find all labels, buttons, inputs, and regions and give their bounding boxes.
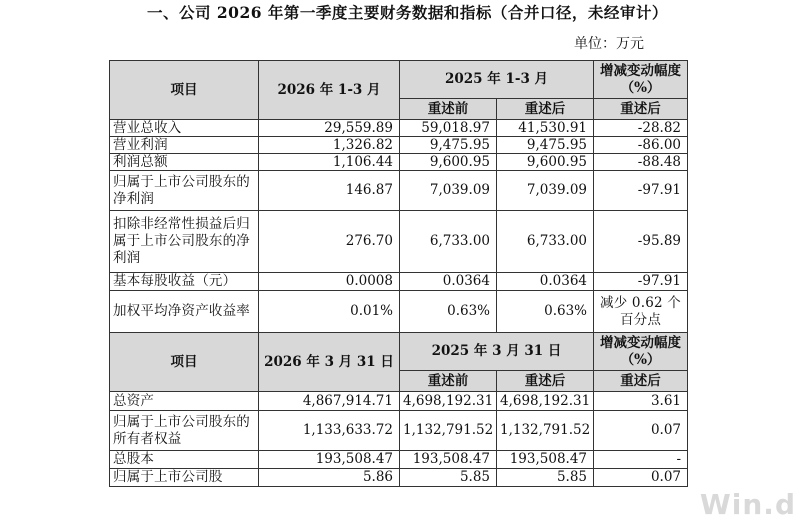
cell-change: -88.48 xyxy=(594,154,688,171)
watermark: Win.d xyxy=(699,488,796,521)
header-restated-before-2: 重述前 xyxy=(400,371,497,392)
row-label: 加权平均净资产收益率 xyxy=(110,291,259,333)
table-row xyxy=(110,273,688,291)
cell-current: 276.70 xyxy=(259,211,400,273)
cell-after: 41,530.91 xyxy=(497,120,594,137)
table-row xyxy=(110,392,688,411)
cell-current: 0.0008 xyxy=(259,273,400,291)
cell-after: 5.85 xyxy=(497,469,594,487)
header-current-date: 2026 年 3 月 31 日 xyxy=(259,333,400,392)
header-change-after-2: 重述后 xyxy=(594,371,688,392)
cell-change: 3.61 xyxy=(594,392,688,411)
row-label: 总股本 xyxy=(110,451,259,469)
cell-before: 6,733.00 xyxy=(400,211,497,273)
row-label: 归属于上市公司股东的净利润 xyxy=(110,171,259,211)
row-label: 营业利润 xyxy=(110,137,259,154)
cell-after: 9,600.95 xyxy=(497,154,594,171)
cell-after: 4,698,192.31 xyxy=(497,392,594,411)
header-prior-period: 2025 年 1-3 月 xyxy=(400,61,594,99)
cell-change: 减少 0.62 个百分点 xyxy=(594,291,688,333)
cell-current: 0.01% xyxy=(259,291,400,333)
cell-change: 0.07 xyxy=(594,469,688,487)
cell-before: 193,508.47 xyxy=(400,451,497,469)
cell-before: 0.63% xyxy=(400,291,497,333)
cell-current: 5.86 xyxy=(259,469,400,487)
cell-before: 1,132,791.52 xyxy=(400,411,497,451)
cell-current: 146.87 xyxy=(259,171,400,211)
cell-current: 1,106.44 xyxy=(259,154,400,171)
row-label: 营业总收入 xyxy=(110,120,259,137)
table-row xyxy=(110,120,688,137)
cell-before: 59,018.97 xyxy=(400,120,497,137)
table-row xyxy=(110,211,688,273)
header-restated-before: 重述前 xyxy=(400,99,497,120)
header-restated-after: 重述后 xyxy=(497,99,594,120)
table-row xyxy=(110,154,688,171)
cell-after: 193,508.47 xyxy=(497,451,594,469)
row-label: 归属于上市公司股 xyxy=(110,469,259,487)
table-row xyxy=(110,469,688,487)
header-prior-date: 2025 年 3 月 31 日 xyxy=(400,333,594,371)
cell-change: -97.91 xyxy=(594,273,688,291)
table-row xyxy=(110,411,688,451)
cell-change: - xyxy=(594,451,688,469)
header-current-period: 2026 年 1-3 月 xyxy=(259,61,400,120)
financial-data-table xyxy=(109,60,688,487)
section-heading: 一、公司 2026 年第一季度主要财务数据和指标（合并口径，未经审计） xyxy=(147,3,668,22)
cell-change: -86.00 xyxy=(594,137,688,154)
cell-after: 0.0364 xyxy=(497,273,594,291)
row-label: 归属于上市公司股东的所有者权益 xyxy=(110,411,259,451)
unit-label: 单位：万元 xyxy=(574,36,644,52)
cell-before: 9,600.95 xyxy=(400,154,497,171)
header-change-after: 重述后 xyxy=(594,99,688,120)
header-change-2: 增减变动幅度（%） xyxy=(594,333,688,371)
table-row xyxy=(110,171,688,211)
cell-before: 4,698,192.31 xyxy=(400,392,497,411)
table-row xyxy=(110,291,688,333)
cell-change: -97.91 xyxy=(594,171,688,211)
row-label: 总资产 xyxy=(110,392,259,411)
cell-current: 1,133,633.72 xyxy=(259,411,400,451)
row-label: 扣除非经常性损益后归属于上市公司股东的净利润 xyxy=(110,211,259,273)
header-change: 增减变动幅度（%） xyxy=(594,61,688,99)
cell-current: 1,326.82 xyxy=(259,137,400,154)
cell-after: 6,733.00 xyxy=(497,211,594,273)
cell-after: 7,039.09 xyxy=(497,171,594,211)
table-row xyxy=(110,137,688,154)
cell-current: 193,508.47 xyxy=(259,451,400,469)
cell-after: 0.63% xyxy=(497,291,594,333)
cell-after: 9,475.95 xyxy=(497,137,594,154)
table-row xyxy=(110,451,688,469)
cell-change: -95.89 xyxy=(594,211,688,273)
cell-current: 29,559.89 xyxy=(259,120,400,137)
row-label: 基本每股收益（元） xyxy=(110,273,259,291)
cell-change: 0.07 xyxy=(594,411,688,451)
cell-before: 9,475.95 xyxy=(400,137,497,154)
cell-change: -28.82 xyxy=(594,120,688,137)
cell-current: 4,867,914.71 xyxy=(259,392,400,411)
header-item-2: 项目 xyxy=(110,333,259,392)
cell-after: 1,132,791.52 xyxy=(497,411,594,451)
row-label: 利润总额 xyxy=(110,154,259,171)
cell-before: 5.85 xyxy=(400,469,497,487)
header-item: 项目 xyxy=(110,61,259,120)
cell-before: 0.0364 xyxy=(400,273,497,291)
header-restated-after-2: 重述后 xyxy=(497,371,594,392)
cell-before: 7,039.09 xyxy=(400,171,497,211)
